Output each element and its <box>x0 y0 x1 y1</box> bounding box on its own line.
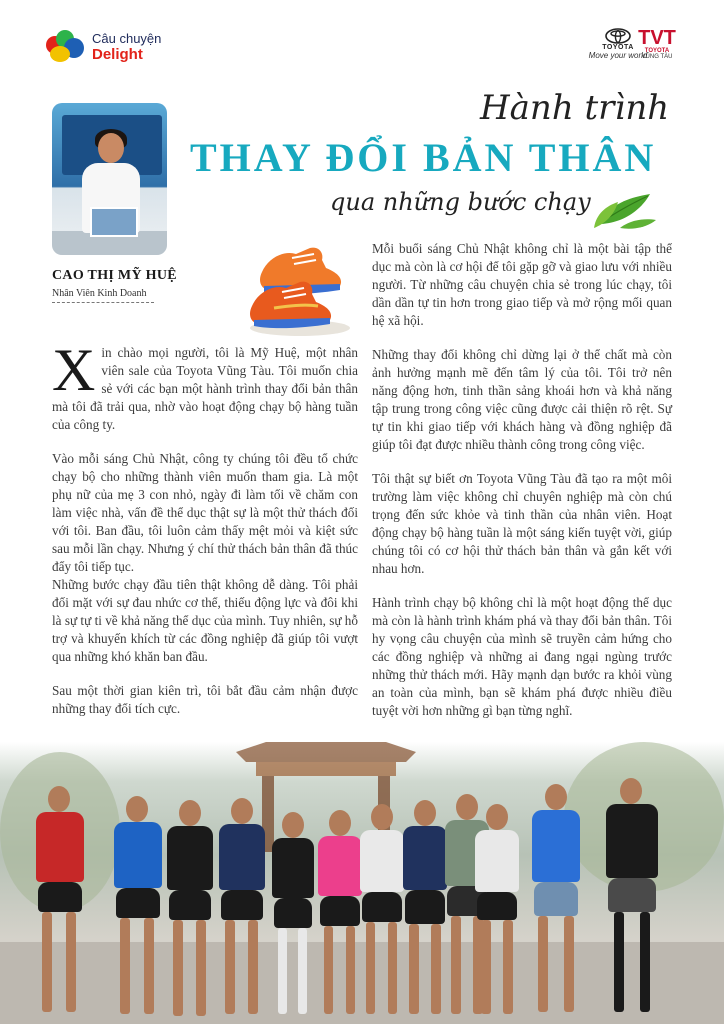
page-title: THAY ĐỔI BẢN THÂN <box>190 135 657 180</box>
toyota-slogan: Move your world <box>588 51 648 60</box>
title-line-1: Hành trình <box>480 88 670 128</box>
article-paragraph: Mỗi buổi sáng Chủ Nhật không chỉ là một bài tập thể dục mà còn là cơ hội để tôi gặp gỡ và giao lưu với nhiều người. Từ những câu chuyện chia sẻ trong lúc chạy, tôi dần dần tự tin hơn trong giao tiếp và mở rộng mối quan hệ xã hội. <box>372 241 672 328</box>
tvt-location: VŨNG TÀU <box>641 54 673 60</box>
brand-title-bottom: Delight <box>92 46 143 63</box>
group-photo <box>0 742 724 1024</box>
article-left-column <box>52 337 358 734</box>
article-paragraph: Sau một thời gian kiên trì, tôi bắt đầu cảm nhận được những thay đổi tích cực. <box>52 683 358 716</box>
title-line-3: qua những bước chạy <box>330 188 591 216</box>
article-paragraph: Những bước chạy đầu tiên thật không dễ dàng. Tôi phải đối mặt với sự đau nhức cơ thể, thiếu động lực và đôi khi là sự tự ti về khả năng thể dục của mình. Tuy nhiên, sự hỗ trợ và khuyến khích từ các đồng nghiệp đã giúp tôi vượt qua những khó khăn ban đầu. <box>52 577 358 664</box>
profile-photo <box>52 103 167 255</box>
running-shoes-icon <box>244 228 356 338</box>
delight-logo <box>46 28 196 68</box>
article-paragraph: Những thay đổi không chỉ dừng lại ở thể chất mà còn ảnh hưởng mạnh mẽ đến tâm lý của tôi. Tôi trở nên năng động hơn, tinh thần sảng khoái hơn và khả năng tập trung trong công việc cũng được cải thiện rõ rệt. Sự tự tin khi giao tiếp với khách hàng và đồng nghiệp đã giúp tôi đạt được nhiều thành công trong công việc. <box>372 347 672 452</box>
tvt-mark: TVT <box>638 27 676 49</box>
author-role: Nhân Viên Kinh Doanh <box>52 288 147 299</box>
toyota-emblem-icon <box>605 28 631 44</box>
article-paragraph: Vào mỗi sáng Chủ Nhật, công ty chúng tôi đều tổ chức chạy bộ cho những thành viên muốn tham gia. Là một phụ nữ của mẹ 3 con nhỏ, ngày đi làm tối về chăm con làm việc nhà, vấn đề thể dục thật sự là một thử thách đối với tôi. Ban đầu, tôi luôn cảm thấy mệt mỏi và kiệt sức sau mỗi lần chạy. Nhưng ý chí thử thách bản thân đã thúc đẩy tôi tiếp tục. <box>52 451 358 574</box>
leaves-icon <box>590 184 660 230</box>
article-paragraph: Xin chào mọi người, tôi là Mỹ Huệ, một nhân viên sale của Toyota Vũng Tàu. Tôi muốn chia sẻ với các bạn một hành trình thay đổi bản thân mà tôi đã trải qua, nhờ vào hoạt động chạy bộ hàng tuần của công ty. <box>52 337 358 432</box>
article-paragraph: Tôi thật sự biết ơn Toyota Vũng Tàu đã tạo ra một môi trường làm việc không chỉ chuyên nghiệp mà còn chú trọng đến sức khỏe và tinh thần của nhân viên. Hoạt động chạy bộ hàng tuần là một sáng kiến tuyệt vời, giúp chúng tôi có cơ hội thử thách bản thân và gắn kết với nhau hơn. <box>372 471 672 576</box>
speech-bubbles-icon <box>46 30 88 64</box>
name-divider <box>52 302 154 303</box>
tvt-brand: TOYOTA <box>644 48 670 54</box>
tvt-logo <box>632 28 682 68</box>
brand-title-top: Câu chuyện <box>92 31 162 46</box>
toyota-name: TOYOTA <box>602 44 634 51</box>
author-name: CAO THỊ MỸ HUỆ <box>52 268 177 283</box>
article-right-column <box>372 240 672 736</box>
drop-cap: X <box>52 337 96 403</box>
article-paragraph: Hành trình chạy bộ không chỉ là một hoạt động thể dục mà còn là hành trình khám phá và thay đổi bản thân. Tôi hy vọng câu chuyện của mình sẽ truyền cảm hứng cho các đồng nghiệp và những ai đang ngại ngùng trước những thử thách mới. Hãy mạnh dạn bước ra khỏi vùng an toàn của mình, bạn sẽ khám phá được nhiều điều tuyệt vời hơn những gì bạn từng nghĩ. <box>372 595 672 718</box>
